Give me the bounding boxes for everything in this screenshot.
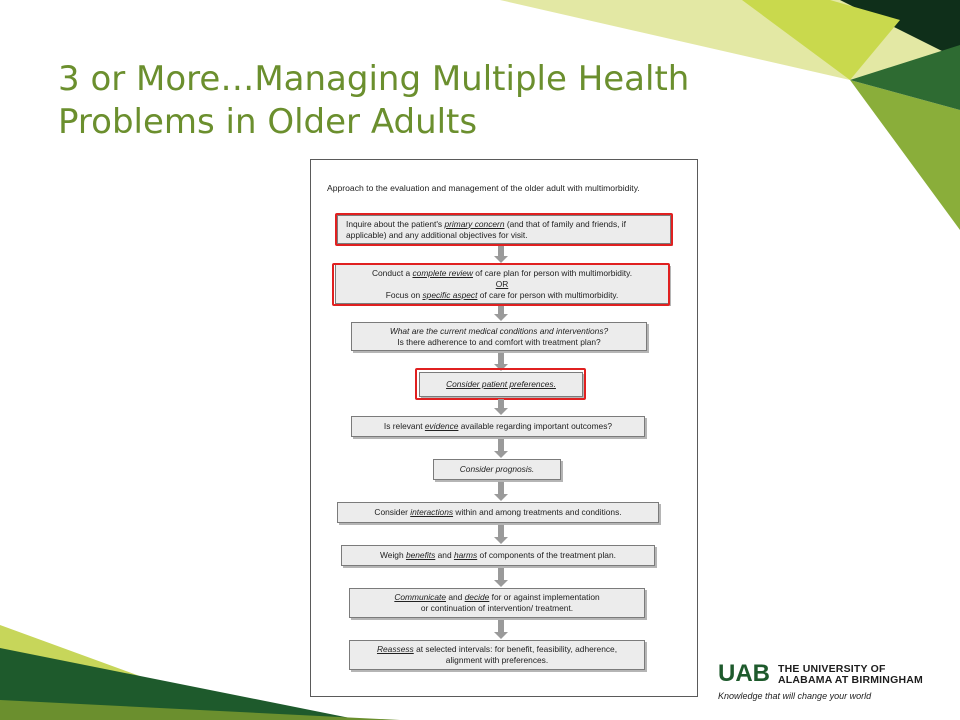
flowchart-step-6 xyxy=(433,459,561,480)
flowchart-figure xyxy=(310,159,698,697)
flowchart-step-text: Reassess xyxy=(376,644,414,654)
flowchart-step-text: Conduct a xyxy=(371,267,413,278)
flowchart-step-text: primary concern xyxy=(444,218,505,229)
flowchart-step-text: Consider xyxy=(374,507,411,517)
uab-logo-mark xyxy=(718,659,772,685)
flowchart-step-5 xyxy=(351,416,645,437)
flowchart-step-text: benefits xyxy=(405,550,436,560)
flowchart-step-line xyxy=(356,337,642,348)
flowchart-step-text: evidence xyxy=(424,421,459,431)
flowchart-step-text: Is relevant xyxy=(383,421,425,431)
flowchart-step-text: What are the current medical conditions and interventions? xyxy=(389,325,609,336)
flowchart-step-line xyxy=(356,326,642,337)
flowchart-step-text: Consider prognosis. xyxy=(459,464,535,474)
flowchart-step-line xyxy=(342,507,654,518)
flowchart-step-text: OR xyxy=(495,278,509,289)
flowchart-step-text: Is there adherence to and comfort with treatment plan? xyxy=(397,336,601,347)
flowchart-step-3 xyxy=(351,322,647,351)
flowchart-step-text: interactions xyxy=(410,507,454,517)
flowchart-step-line xyxy=(354,655,640,666)
flowchart-step-8 xyxy=(341,545,655,566)
uab-logo-line1: THE UNIVERSITY OF xyxy=(778,663,886,675)
uab-logo-mark-text: UAB xyxy=(718,660,770,685)
flowchart-step-line xyxy=(356,421,640,432)
flowchart-step-text: of components of the treatment plan. xyxy=(477,550,616,560)
flowchart-step-9 xyxy=(349,588,645,618)
highlight-box xyxy=(335,213,673,246)
flowchart-step-7 xyxy=(337,502,659,523)
flowchart-step-line xyxy=(354,592,640,603)
flowchart-step-text: Communicate xyxy=(394,592,446,602)
slide-title xyxy=(58,58,758,144)
flowchart-step-text: of care plan for person with multimorbidity. xyxy=(472,267,633,278)
flowchart-step-text: decide xyxy=(464,592,490,602)
flowchart-step-text: complete review xyxy=(412,267,473,278)
flowchart-step-text: and xyxy=(446,592,465,602)
flowchart-step-text: at selected intervals: for benefit, feasibility, adherence, xyxy=(413,644,618,654)
flowchart-step-10 xyxy=(349,640,645,670)
flowchart-step-text: Consider patient preferences. xyxy=(446,379,556,389)
flowchart-step-text: (and that of family and friends, if xyxy=(504,218,626,229)
flowchart-step-text: of care for person with multimorbidity. xyxy=(477,289,619,300)
slide-title-line1: 3 or More…Managing Multiple Health xyxy=(58,59,690,99)
uab-logo-name xyxy=(778,664,923,686)
flowchart-step-text: available regarding important outcomes? xyxy=(458,421,613,431)
highlight-box xyxy=(415,368,586,400)
flowchart-step-text: applicable) and any additional objectives for visit. xyxy=(346,229,528,240)
flowchart-step-text: alignment with preferences. xyxy=(445,655,549,665)
uab-logo-line2: ALABAMA AT BIRMINGHAM xyxy=(778,674,923,686)
flowchart-step-text: and xyxy=(435,550,454,560)
flowchart-step-text: specific aspect xyxy=(422,289,478,300)
flowchart-step-text: or continuation of intervention/ treatment. xyxy=(420,603,574,613)
flowchart-step-text: Inquire about the patient's xyxy=(346,218,445,229)
flowchart-step-line xyxy=(354,603,640,614)
flowchart-step-text: for or against implementation xyxy=(489,592,600,602)
uab-logo-tagline: Knowledge that will change your world xyxy=(718,691,872,701)
flowchart-step-text: harms xyxy=(453,550,478,560)
flowchart-title: Approach to the evaluation and management of the older adult with multimorbidity. xyxy=(327,183,640,193)
flowchart-step-line xyxy=(354,644,640,655)
flowchart-step-text: Focus on xyxy=(385,289,423,300)
slide-title-line2: Problems in Older Adults xyxy=(58,102,478,142)
flowchart-step-text: Weigh xyxy=(380,550,406,560)
flowchart-step-line xyxy=(438,464,556,475)
highlight-box xyxy=(332,263,670,306)
flowchart-step-line xyxy=(346,550,650,561)
flowchart-step-text: within and among treatments and conditions. xyxy=(453,507,622,517)
